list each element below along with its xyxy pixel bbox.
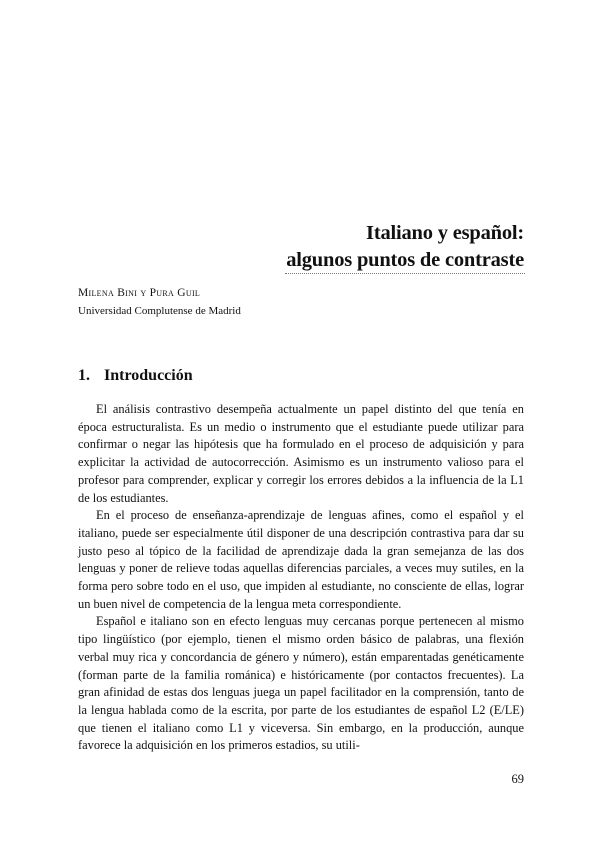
affiliation: Universidad Complutense de Madrid [78,305,241,317]
title-line-1: Italiano y español: [366,222,524,244]
article-title [286,220,524,274]
section-number: 1. [78,367,90,384]
body-text [78,401,524,755]
title-line-2: algunos puntos de contraste [286,249,524,271]
authors: Milena Bini y Pura Guil [78,287,201,299]
title-rule [285,273,525,274]
paragraph: El análisis contrastivo desempeña actualmente un papel distinto del que tenía en época estructuralista. Es un medio o instrumento que el estudiante puede utilizar para confirmar o negar las hipótesis que ha formulado en el proceso de adquisición y para explicitar la actividad de autocorrección. Asimismo es un instrumento valioso para el profesor para comprender, explicar y corregir los errores debidos a la influencia de la L1 de los estudiantes. [78,402,524,505]
section-title: Introducción [104,367,193,384]
paragraph: En el proceso de enseñanza-aprendizaje de lenguas afines, como el español y el italiano, puede ser especialmente útil disponer de una descripción contrastiva para dar su justo peso al tópico de la facilidad de aprendizaje dada la gran semejanza de las dos lenguas y poner de relieve todas aquellas diferencias parciales, a veces muy sutiles, en la forma pero sobre todo en el uso, que impiden al estudiante, no consciente de ellas, lograr un buen nivel de competencia de la lengua meta correspondiente. [78,508,524,611]
page-number: 69 [511,772,524,786]
paragraph: Español e italiano son en efecto lenguas muy cercanas porque pertenecen al mismo tipo lingüístico (por ejemplo, tienen el mismo orden básico de palabras, una flexión verbal muy rica y concordancia de género y número), están emparentadas genéticamente (forman parte de la familia románica) e históricamente (por contactos frecuentes). La gran afinidad de estas dos lenguas juega un papel facilitador en la comprensión, tanto de la lengua hablada como de la escrita, por parte de los estudiantes de español L2 (E/LE) que tienen el italiano como L1 y viceversa. Sin embargo, en la producción, aunque favorece la adquisición en los primeros estadios, su utili- [78,614,524,753]
section-heading [78,367,193,385]
